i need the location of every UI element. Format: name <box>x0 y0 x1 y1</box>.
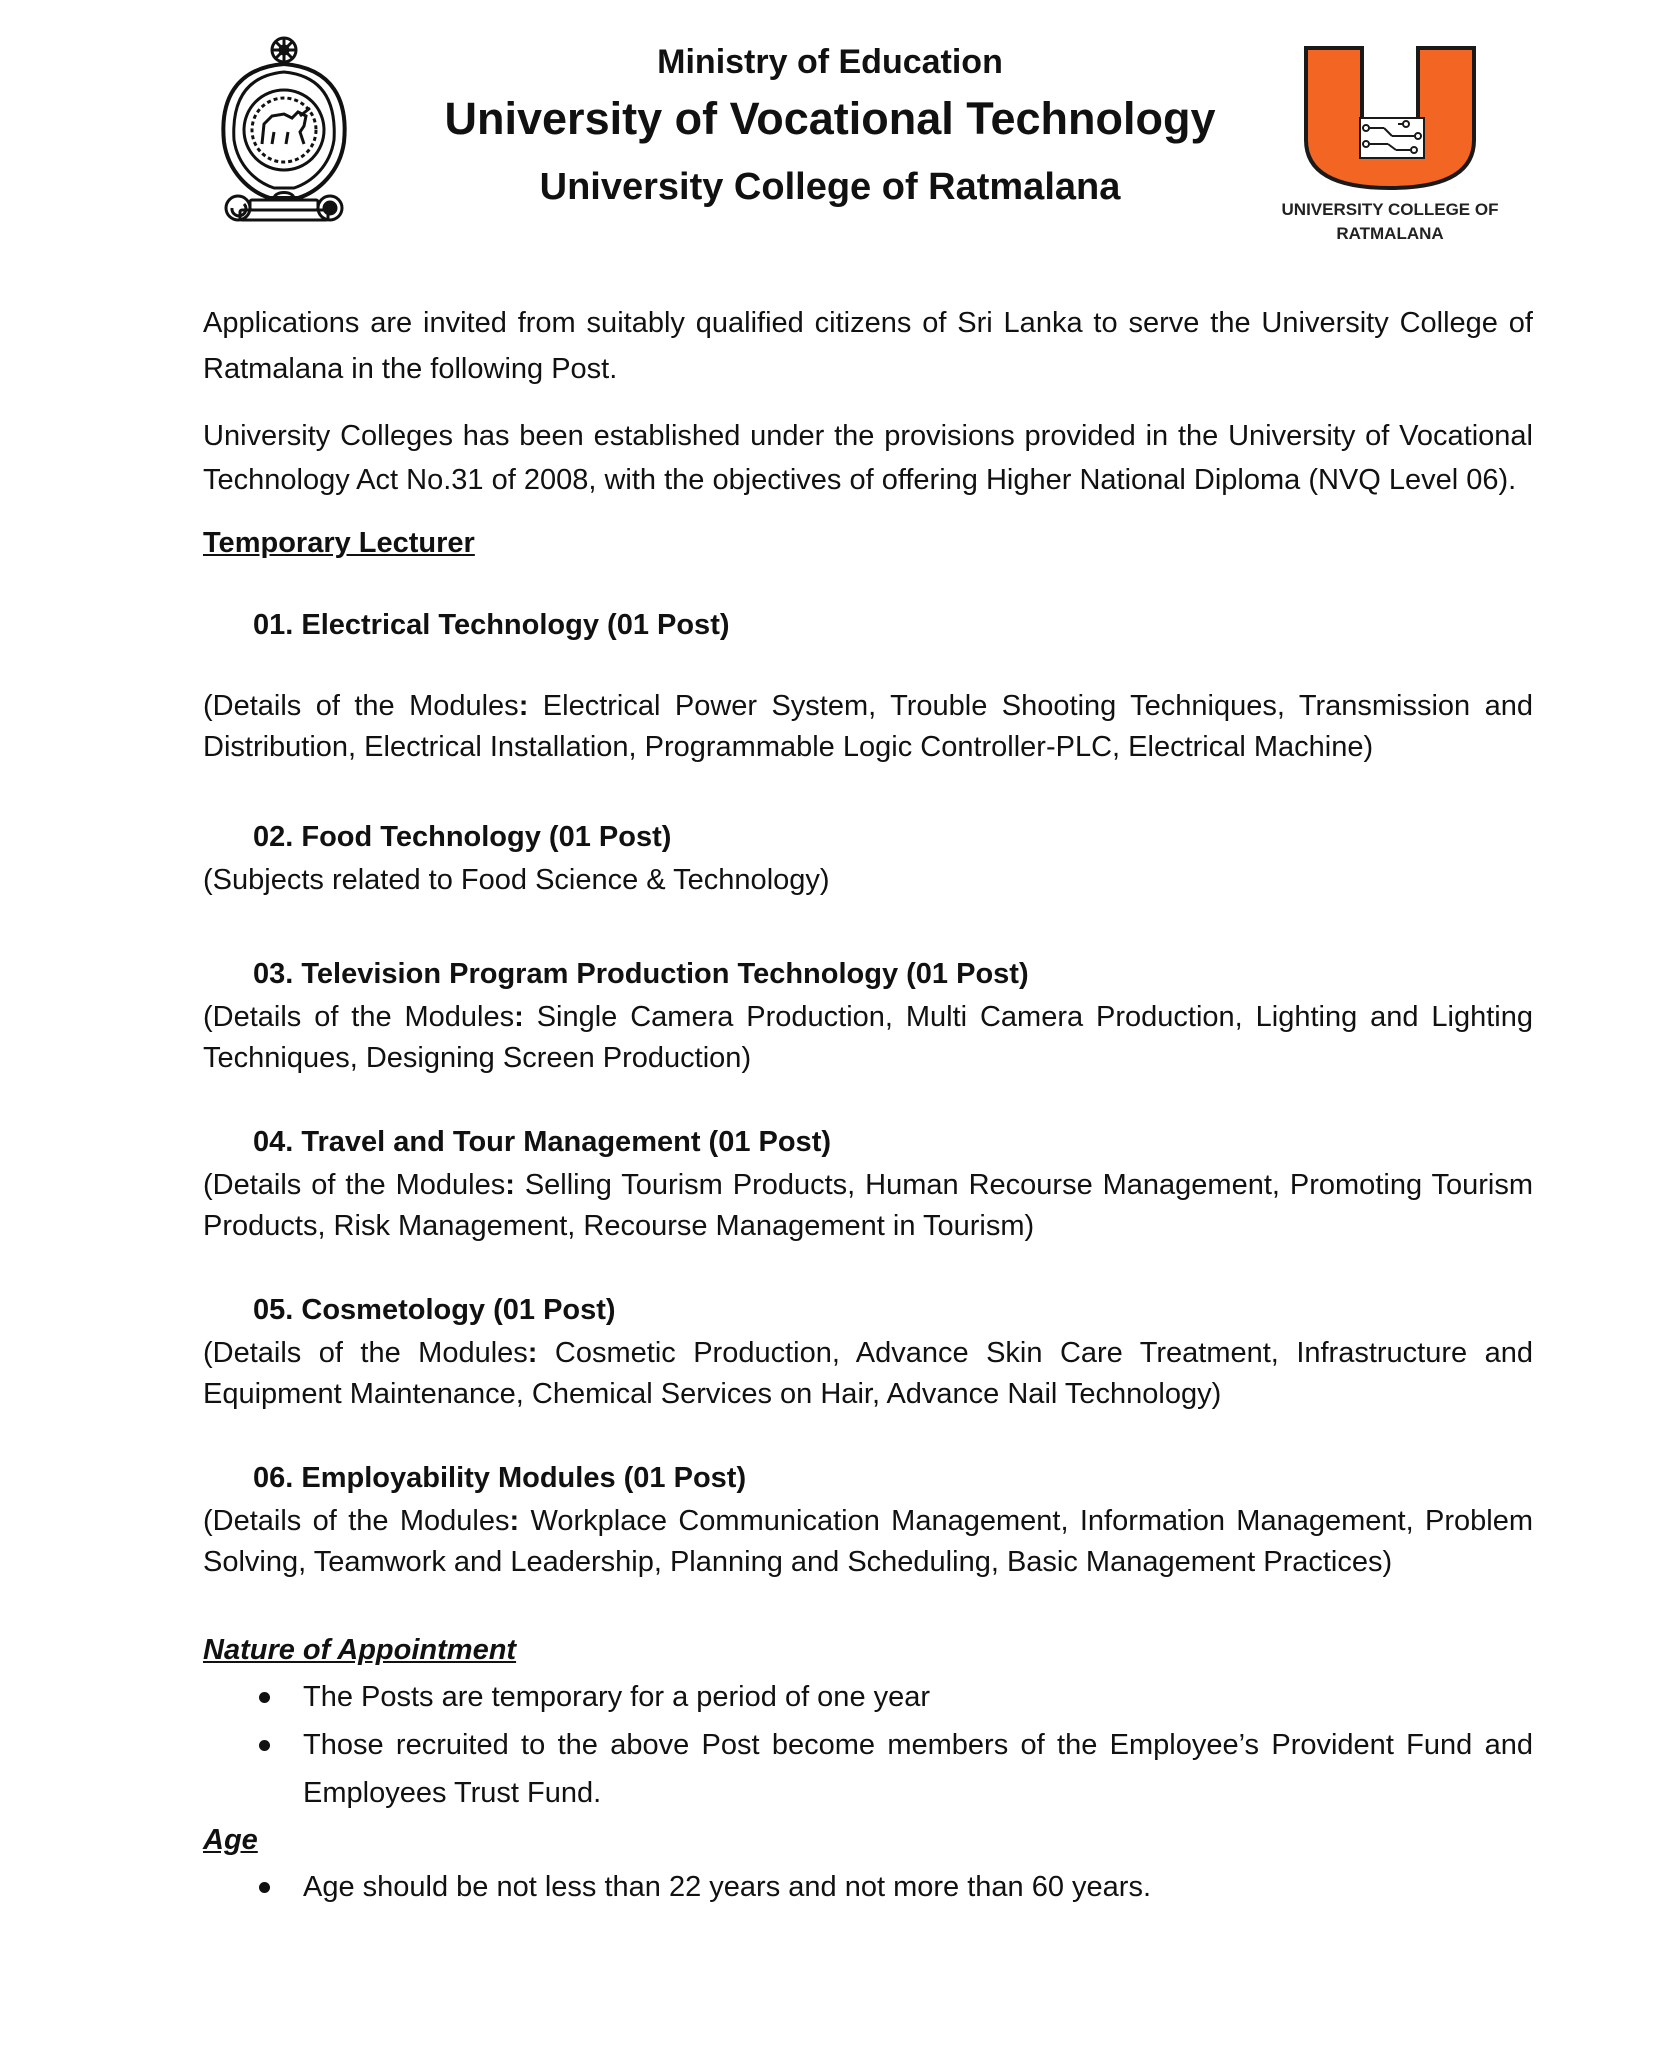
post-details-6-text: Workplace Communication Management, Information Management, Problem Solving, Teamwork and Leadership, Planning and Scheduling, Basic Management Practices) <box>203 1505 1533 1578</box>
post-details-1 <box>203 686 1533 768</box>
post-details-1-prefix: (Details of the Modules <box>203 690 519 722</box>
post-title-5: 05. Cosmetology (01 Post) <box>253 1294 616 1326</box>
age-list <box>203 1863 1533 1911</box>
sri-lanka-emblem-icon <box>214 32 354 232</box>
nature-item-1: The Posts are temporary for a period of one year <box>303 1681 931 1713</box>
university-college-logo <box>1270 44 1510 244</box>
post-details-3-prefix: (Details of the Modules <box>203 1001 515 1033</box>
post-details-5 <box>203 1333 1533 1415</box>
header-titles <box>380 38 1280 222</box>
post-details-6 <box>203 1501 1533 1583</box>
intro-paragraph-1: Applications are invited from suitably qualified citizens of Sri Lanka to serve the University College of Ratmalana in the following Post. <box>203 307 1533 385</box>
post-details-6-prefix: (Details of the Modules <box>203 1505 510 1537</box>
document-body <box>203 300 1533 1911</box>
post-title-4: 04. Travel and Tour Management (01 Post) <box>253 1126 832 1158</box>
list-item <box>203 1863 1533 1911</box>
ministry-name: Ministry of Education <box>657 43 1003 81</box>
logo-caption-line-2: RATMALANA <box>1336 224 1444 243</box>
bullet-icon <box>259 1740 270 1751</box>
list-item <box>203 1721 1533 1817</box>
post-details-4-prefix: (Details of the Modules <box>203 1169 506 1201</box>
post-details-3-text: Single Camera Production, Multi Camera Production, Lighting and Lighting Techniques, Designing Screen Production) <box>203 1001 1533 1074</box>
post-details-5-text: Cosmetic Production, Advance Skin Care Treatment, Infrastructure and Equipment Maintenance, Chemical Services on Hair, Advance Nail Technology) <box>203 1337 1533 1410</box>
bullet-icon <box>259 1882 270 1893</box>
nature-item-2: Those recruited to the above Post become members of the Employee’s Provident Fund and Employees Trust Fund. <box>303 1729 1533 1809</box>
university-name: University of Vocational Technology <box>444 93 1216 144</box>
college-name: University College of Ratmalana <box>539 166 1121 208</box>
letterhead <box>0 0 1654 260</box>
section-title-age: Age <box>203 1824 258 1856</box>
post-title-2: 02. Food Technology (01 Post) <box>253 821 672 853</box>
post-details-1-colon: : <box>518 690 529 722</box>
logo-caption <box>1270 198 1510 246</box>
logo-caption-line-1: UNIVERSITY COLLEGE OF <box>1281 200 1499 219</box>
age-item-1: Age should be not less than 22 years and not more than 60 years. <box>303 1871 1151 1903</box>
section-title-temporary-lecturer: Temporary Lecturer <box>203 527 475 559</box>
post-details-4 <box>203 1165 1533 1247</box>
bullet-icon <box>259 1692 270 1703</box>
post-title-6: 06. Employability Modules (01 Post) <box>253 1462 747 1494</box>
post-details-6-colon: : <box>509 1505 520 1537</box>
post-title-1: 01. Electrical Technology (01 Post) <box>253 609 730 641</box>
post-details-5-colon: : <box>527 1337 538 1369</box>
list-item <box>203 1673 1533 1721</box>
intro-paragraph-2: University Colleges has been established under the provisions provided in the University of Vocational Technology Act No.31 of 2008, with the objectives of offering Higher National Diploma (NVQ Level 06). <box>203 420 1533 496</box>
post-title-3: 03. Television Program Production Technology (01 Post) <box>253 958 1029 990</box>
post-details-4-colon: : <box>505 1169 515 1201</box>
university-college-logo-icon <box>1302 44 1478 192</box>
post-details-3-colon: : <box>514 1001 524 1033</box>
post-details-2: (Subjects related to Food Science & Technology) <box>203 864 830 896</box>
post-details-5-prefix: (Details of the Modules <box>203 1337 528 1369</box>
post-details-4-text: Selling Tourism Products, Human Recourse Management, Promoting Tourism Products, Risk Management, Recourse Management in Tourism) <box>203 1169 1533 1242</box>
section-title-nature-of-appointment: Nature of Appointment <box>203 1634 517 1666</box>
nature-list <box>203 1673 1533 1817</box>
post-details-1-text: Electrical Power System, Trouble Shooting Techniques, Transmission and Distribution, Electrical Installation, Programmable Logic Controller-PLC, Electrical Machine) <box>203 690 1533 763</box>
post-details-3 <box>203 997 1533 1079</box>
